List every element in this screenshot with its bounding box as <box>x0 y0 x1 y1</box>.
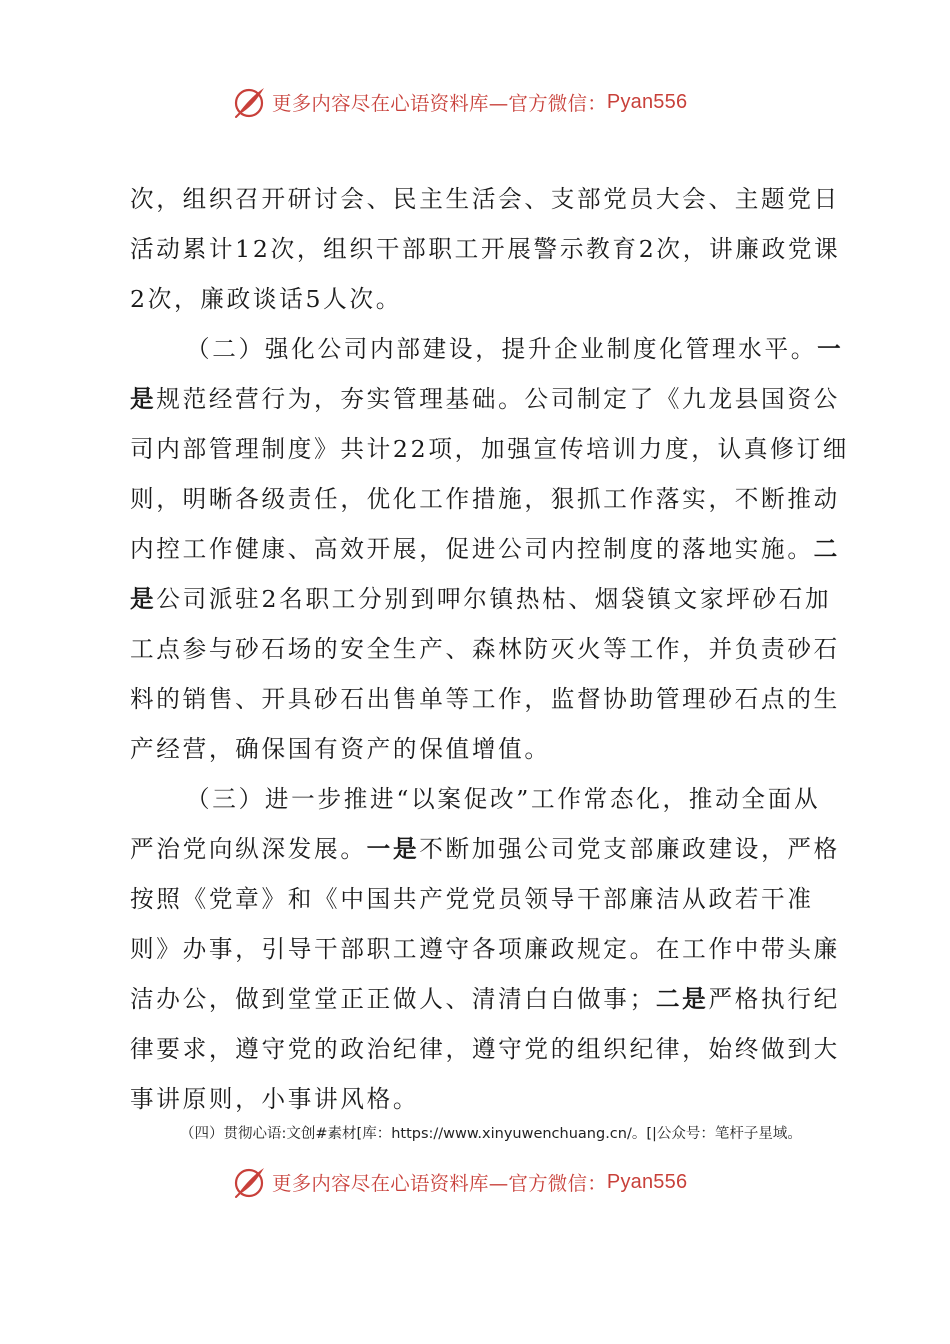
text-line: 则，明晰各级责任，优化工作措施，狠抓工作落实，不断推动 <box>130 485 840 513</box>
header-banner <box>232 82 687 122</box>
text-run: 公司派驻2名职工分别到呷尔镇热枯、烟袋镇文家坪砂石加 <box>156 585 832 613</box>
paragraph-1 <box>130 174 841 324</box>
document-body <box>130 174 850 1124</box>
banner-text: 更多内容尽在心语资料库—官方微信： <box>272 92 607 115</box>
bold-marker: 是 <box>130 385 157 413</box>
text-run: 严格执行纪 <box>708 985 840 1013</box>
text-run: 洁办公，做到堂堂正正做人、清清白白做事； <box>130 985 656 1013</box>
text-run: 内控工作健康、高效开展，促进公司内控制度的落地实施。 <box>130 535 814 563</box>
text-run: 规范经营行为，夯实管理基础。公司制定了《九龙县国资公 <box>156 385 840 413</box>
bold-marker: 一 <box>817 335 844 363</box>
text-line: 工点参与砂石场的安全生产、森林防灭火等工作，并负责砂石 <box>130 635 840 663</box>
text-line: 产经营，确保国有资产的保值增值。 <box>130 735 551 763</box>
text-line <box>130 824 840 874</box>
bold-marker: 一是 <box>366 835 420 863</box>
text-line: 活动累计12次，组织干部职工开展警示教育2次，讲廉政党课 <box>130 235 841 263</box>
text-line: 律要求，遵守党的政治纪律，遵守党的组织纪律，始终做到大 <box>130 1035 840 1063</box>
text-line: 事讲原则，小事讲风格。 <box>130 1085 420 1113</box>
text-line <box>130 574 835 624</box>
bold-marker: 二 <box>813 535 840 563</box>
text-line: 按照《党章》和《中国共产党党员领导干部廉洁从政若干准 <box>130 885 814 913</box>
text-run: （二）强化公司内部建设，提升企业制度化管理水平。 <box>186 335 818 363</box>
text-line: （三）进一步推进“以案促改”工作常态化，推动全面从 <box>186 785 821 813</box>
text-run: 不断加强公司党支部廉政建设，严格 <box>419 835 840 863</box>
bold-marker: 是 <box>130 585 157 613</box>
text-line: 2次，廉政谈话5人次。 <box>130 285 403 313</box>
source-note: （四）贯彻心语:文创#素材[库：https://www.xinyuwenchuang.cn/。[|公众号：笔杆子星域。 <box>180 1126 802 1142</box>
text-line <box>130 374 840 424</box>
text-line: 次，组织召开研讨会、民主生活会、支部党员大会、主题党日 <box>130 185 840 213</box>
quill-logo-icon <box>232 84 268 120</box>
banner-wechat-id: Pyan556 <box>606 1170 688 1193</box>
text-line <box>130 524 840 574</box>
text-line: 司内部管理制度》共计22项，加强宣传培训力度，认真修订细 <box>130 435 850 463</box>
bold-marker: 二是 <box>655 985 709 1013</box>
banner-wechat-id: Pyan556 <box>606 90 688 113</box>
text-line <box>130 324 844 374</box>
footer-banner <box>232 1162 687 1202</box>
text-line <box>130 974 840 1024</box>
paragraph-2 <box>130 324 850 774</box>
text-line: 则》办事，引导干部职工遵守各项廉政规定。在工作中带头廉 <box>130 935 840 963</box>
text-line: 料的销售、开具砂石出售单等工作，监督协助管理砂石点的生 <box>130 685 840 713</box>
text-run: 严治党向纵深发展。 <box>130 835 367 863</box>
quill-logo-icon <box>232 1164 268 1200</box>
paragraph-3 <box>130 774 840 1124</box>
banner-text: 更多内容尽在心语资料库—官方微信： <box>272 1172 607 1195</box>
